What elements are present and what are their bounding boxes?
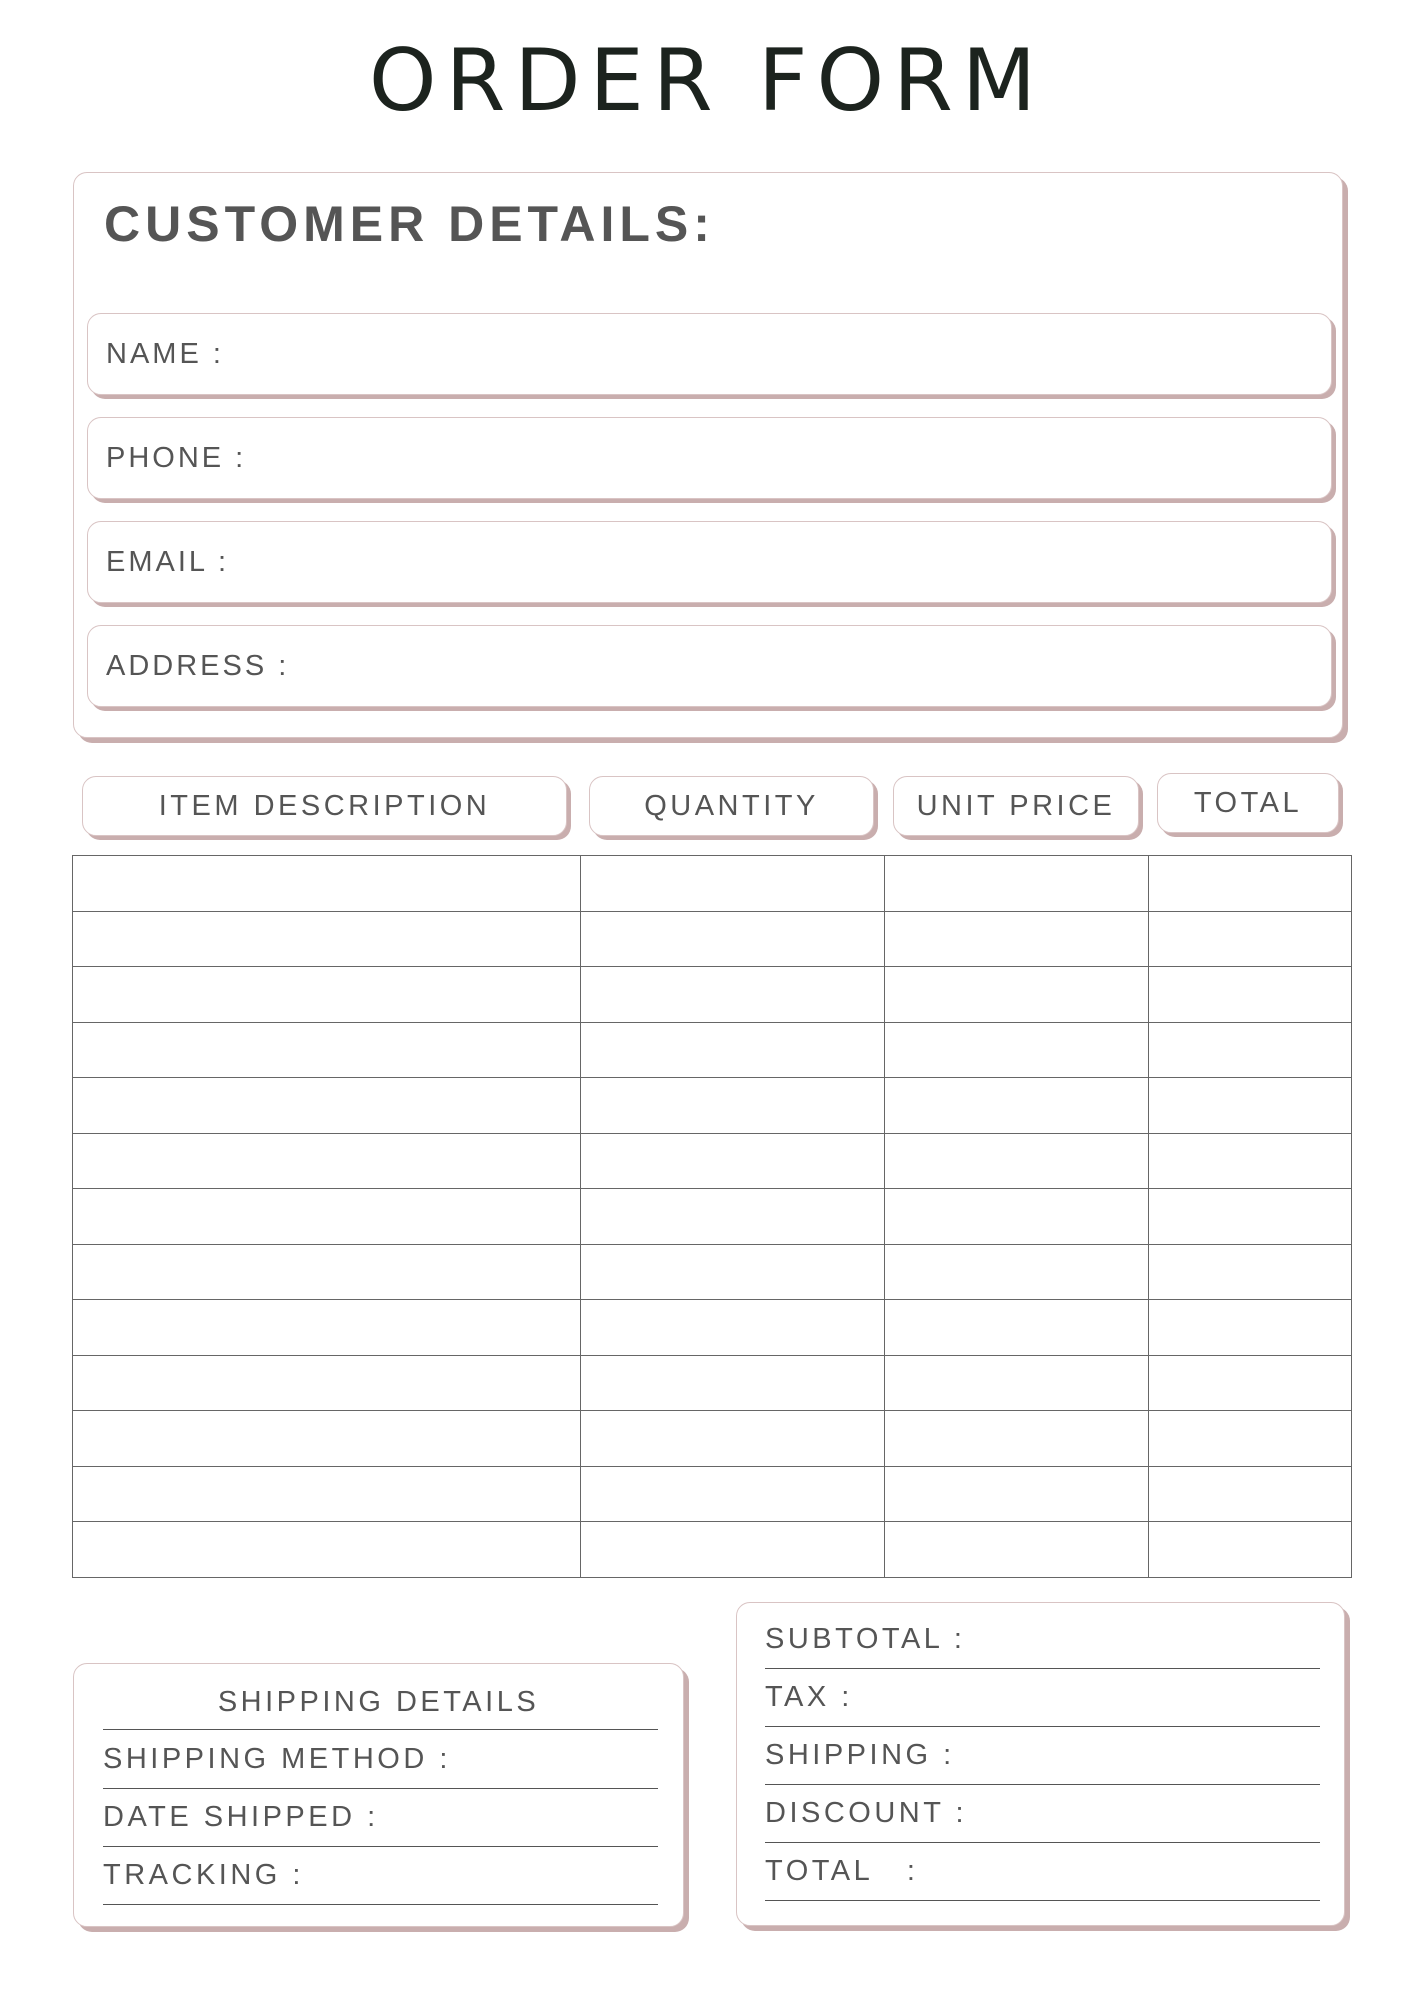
- items-table: [72, 855, 1352, 1578]
- table-row: [73, 1022, 1352, 1078]
- header-total: TOTAL: [1157, 773, 1339, 833]
- quantity-cell[interactable]: [580, 1355, 885, 1411]
- divider: [103, 1729, 658, 1730]
- quantity-cell[interactable]: [580, 1522, 885, 1578]
- item-description-cell[interactable]: [73, 1466, 581, 1522]
- table-row: [73, 967, 1352, 1023]
- header-unit-price: UNIT PRICE: [893, 776, 1139, 836]
- discount-field[interactable]: [765, 1785, 1320, 1843]
- quantity-cell[interactable]: [580, 967, 885, 1023]
- item-description-cell[interactable]: [73, 967, 581, 1023]
- total-cell[interactable]: [1149, 1022, 1352, 1078]
- item-description-cell[interactable]: [73, 1022, 581, 1078]
- unit-price-cell[interactable]: [885, 1244, 1149, 1300]
- table-row: [73, 1133, 1352, 1189]
- tracking-label: TRACKING :: [103, 1859, 304, 1891]
- table-row: [73, 1411, 1352, 1467]
- total-cell[interactable]: [1149, 1411, 1352, 1467]
- table-row: [73, 1300, 1352, 1356]
- item-description-cell[interactable]: [73, 1244, 581, 1300]
- quantity-cell[interactable]: [580, 856, 885, 912]
- total-cell[interactable]: [1149, 1522, 1352, 1578]
- shipping-details-card: [73, 1663, 684, 1927]
- phone-field[interactable]: [87, 417, 1332, 499]
- subtotal-label: SUBTOTAL :: [765, 1623, 966, 1655]
- total-cell[interactable]: [1149, 1355, 1352, 1411]
- item-description-cell[interactable]: [73, 1355, 581, 1411]
- unit-price-cell[interactable]: [885, 856, 1149, 912]
- email-label: EMAIL :: [106, 545, 230, 578]
- quantity-cell[interactable]: [580, 1244, 885, 1300]
- unit-price-cell[interactable]: [885, 1078, 1149, 1134]
- tracking-field[interactable]: [103, 1847, 658, 1905]
- shipping-method-field[interactable]: [103, 1731, 658, 1789]
- total-label: TOTAL :: [765, 1855, 919, 1887]
- tax-field[interactable]: [765, 1669, 1320, 1727]
- phone-label: PHONE :: [106, 441, 247, 474]
- shipping-cost-field[interactable]: [765, 1727, 1320, 1785]
- item-description-cell[interactable]: [73, 1189, 581, 1245]
- customer-details-card: [73, 172, 1343, 738]
- table-row: [73, 1189, 1352, 1245]
- shipping-details-heading: SHIPPING DETAILS: [217, 1686, 540, 1718]
- unit-price-cell[interactable]: [885, 1022, 1149, 1078]
- total-cell[interactable]: [1149, 911, 1352, 967]
- quantity-cell[interactable]: [580, 1300, 885, 1356]
- tax-label: TAX :: [765, 1681, 853, 1713]
- name-label: NAME :: [106, 337, 224, 370]
- header-item-description: ITEM DESCRIPTION: [82, 776, 567, 836]
- shipping-cost-label: SHIPPING :: [765, 1739, 955, 1771]
- table-row: [73, 1355, 1352, 1411]
- table-row: [73, 856, 1352, 912]
- table-row: [73, 1244, 1352, 1300]
- total-cell[interactable]: [1149, 1300, 1352, 1356]
- quantity-cell[interactable]: [580, 1189, 885, 1245]
- date-shipped-label: DATE SHIPPED :: [103, 1801, 379, 1833]
- item-description-cell[interactable]: [73, 911, 581, 967]
- unit-price-cell[interactable]: [885, 911, 1149, 967]
- item-description-cell[interactable]: [73, 1078, 581, 1134]
- address-field[interactable]: [87, 625, 1332, 707]
- unit-price-cell[interactable]: [885, 1189, 1149, 1245]
- unit-price-cell[interactable]: [885, 1466, 1149, 1522]
- table-row: [73, 1078, 1352, 1134]
- unit-price-cell[interactable]: [885, 1411, 1149, 1467]
- subtotal-field[interactable]: [765, 1611, 1320, 1669]
- total-cell[interactable]: [1149, 1133, 1352, 1189]
- customer-details-heading: CUSTOMER DETAILS:: [104, 196, 715, 252]
- table-row: [73, 1466, 1352, 1522]
- total-cell[interactable]: [1149, 856, 1352, 912]
- quantity-cell[interactable]: [580, 1466, 885, 1522]
- shipping-method-label: SHIPPING METHOD :: [103, 1743, 451, 1775]
- address-label: ADDRESS :: [106, 649, 290, 682]
- total-cell[interactable]: [1149, 967, 1352, 1023]
- page-title: ORDER FORM: [368, 31, 1046, 131]
- total-cell[interactable]: [1149, 1466, 1352, 1522]
- item-description-cell[interactable]: [73, 1300, 581, 1356]
- unit-price-cell[interactable]: [885, 1355, 1149, 1411]
- total-cell[interactable]: [1149, 1244, 1352, 1300]
- unit-price-cell[interactable]: [885, 1300, 1149, 1356]
- quantity-cell[interactable]: [580, 1022, 885, 1078]
- item-description-cell[interactable]: [73, 1522, 581, 1578]
- discount-label: DISCOUNT :: [765, 1797, 968, 1829]
- quantity-cell[interactable]: [580, 1133, 885, 1189]
- total-field[interactable]: [765, 1843, 1320, 1901]
- name-field[interactable]: [87, 313, 1332, 395]
- date-shipped-field[interactable]: [103, 1789, 658, 1847]
- quantity-cell[interactable]: [580, 911, 885, 967]
- quantity-cell[interactable]: [580, 1411, 885, 1467]
- unit-price-cell[interactable]: [885, 967, 1149, 1023]
- unit-price-cell[interactable]: [885, 1133, 1149, 1189]
- total-cell[interactable]: [1149, 1078, 1352, 1134]
- header-quantity: QUANTITY: [589, 776, 874, 836]
- email-field[interactable]: [87, 521, 1332, 603]
- table-row: [73, 1522, 1352, 1578]
- quantity-cell[interactable]: [580, 1078, 885, 1134]
- item-description-cell[interactable]: [73, 1133, 581, 1189]
- item-description-cell[interactable]: [73, 856, 581, 912]
- unit-price-cell[interactable]: [885, 1522, 1149, 1578]
- totals-card: [736, 1602, 1345, 1926]
- item-description-cell[interactable]: [73, 1411, 581, 1467]
- total-cell[interactable]: [1149, 1189, 1352, 1245]
- table-row: [73, 911, 1352, 967]
